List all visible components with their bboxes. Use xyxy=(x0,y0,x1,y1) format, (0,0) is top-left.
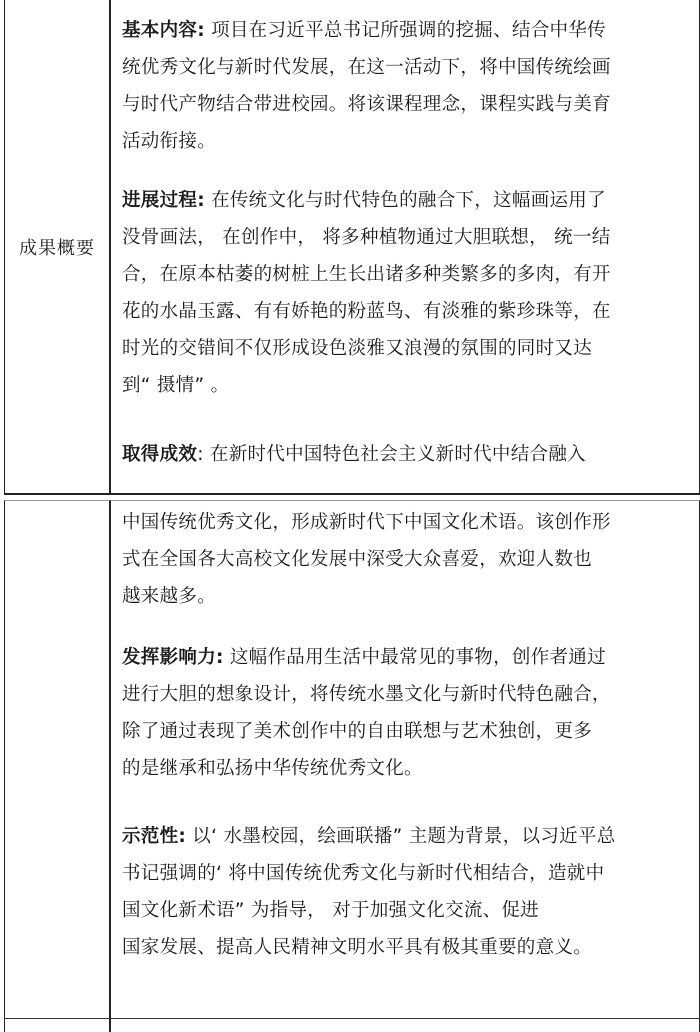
influence-heading: 发挥影响力: xyxy=(122,647,224,668)
progress-text: 在传统文化与时代特色的融合下，这幅画运用了 xyxy=(204,190,606,211)
progress-line: 时光的交错间不仅形成设色淡雅又浪漫的氛围的同时又达 xyxy=(122,338,593,359)
progress-line: 没骨画法， 在创作中， 将多种植物通过大胆联想， 统一结 xyxy=(122,227,611,248)
demonstration-text: 以‘ 水墨校园，绘画联播” 主题为背景，以习近平总 xyxy=(186,826,616,847)
progress-paragraph xyxy=(122,182,694,404)
demonstration-line xyxy=(122,818,694,855)
demonstration-line: 书记强调的‘ 将中国传统优秀文化与新时代相结合，造就中 xyxy=(122,863,605,884)
basic-content-line: 与时代产物结合带进校园。将该课程理念，课程实践与美育 xyxy=(122,94,611,115)
influence-line: 除了通过表现了美术创作中的自由联想与艺术独创，更多 xyxy=(122,721,593,742)
row-label-cell xyxy=(4,0,111,495)
influence-text: 这幅作品用生活中最常见的事物，创作者通过 xyxy=(223,647,606,668)
demonstration-line: 国文化新术语” 为指导， 对于加强文化交流、促进 xyxy=(122,900,540,921)
basic-content-heading: 基本内容: xyxy=(122,20,205,41)
progress-heading: 进展过程: xyxy=(122,190,205,211)
results-heading: 取得成效 xyxy=(122,444,198,465)
progress-line: 花的水晶玉露、有有娇艳的粉蓝鸟、有淡雅的紫珍珠等，在 xyxy=(122,301,611,322)
table-bottom-border xyxy=(4,1018,700,1019)
influence-line: 进行大胆的想象设计，将传统水墨文化与新时代特色融合， xyxy=(122,684,611,705)
row-label: 成果概要 xyxy=(19,237,95,259)
influence-line: 的是继承和弘扬中华传统优秀文化。 xyxy=(122,758,423,779)
basic-content-text: 项目在习近平总书记所强调的挖掘、结合中华传 xyxy=(204,20,606,41)
continuation-line: 越来越多。 xyxy=(122,586,217,607)
results-line xyxy=(122,436,694,473)
basic-content-line: 活动衔接。 xyxy=(122,131,217,152)
progress-line: 到“ 摄情” 。 xyxy=(122,375,230,396)
basic-content-line xyxy=(122,12,694,49)
continuation-line: 中国传统优秀文化，形成新时代下中国文化术语。该创作形 xyxy=(122,512,611,533)
progress-line xyxy=(122,182,694,219)
influence-paragraph xyxy=(122,639,694,787)
results-paragraph xyxy=(122,436,694,473)
progress-line: 合，在原本枯萎的树桩上生长出诸多种类繁多的多肉，有开 xyxy=(122,264,611,285)
demonstration-heading: 示范性: xyxy=(122,826,187,847)
influence-line xyxy=(122,639,694,676)
demonstration-paragraph xyxy=(122,818,694,966)
continuation-paragraph xyxy=(122,504,694,615)
row-label-cell-continued xyxy=(4,500,111,1032)
basic-content-paragraph xyxy=(122,12,694,160)
continuation-line: 式在全国各大高校文化发展中深受大众喜爱，欢迎人数也 xyxy=(122,549,593,570)
basic-content-line: 统优秀文化与新时代发展，在这一活动下，将中国传统绘画 xyxy=(122,57,611,78)
results-text: : 在新时代中国特色社会主义新时代中结合融入 xyxy=(197,444,586,465)
demonstration-line: 国家发展、提高人民精神文明水平具有极其重要的意义。 xyxy=(122,937,593,958)
